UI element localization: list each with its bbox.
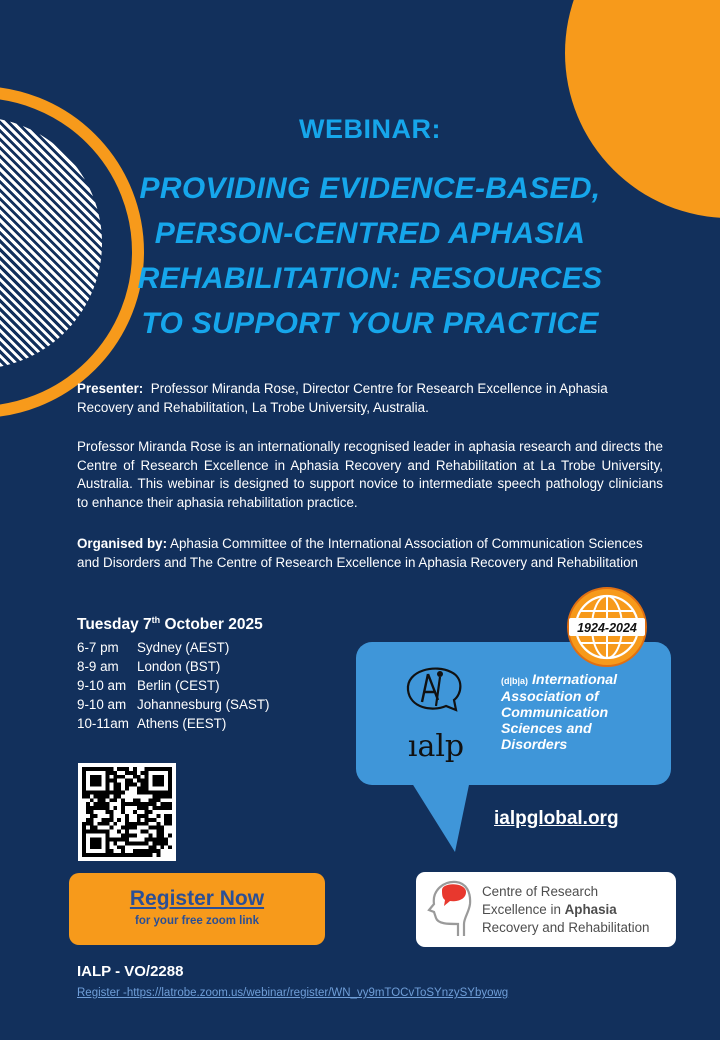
cre-line-3: Recovery and Rehabilitation	[482, 920, 650, 935]
time-location: Berlin (CEST)	[137, 678, 220, 694]
time-row	[77, 638, 337, 657]
presenter-info	[77, 380, 663, 417]
time-row	[77, 676, 337, 695]
register-url-link[interactable]: Register -https://latrobe.zoom.us/webinar/register/WN_vy9mTOCvToSYnzySYbyowg	[77, 987, 509, 999]
presenter-bio: Professor Miranda Rose is an internationally recognised leader in aphasia research and directs the Centre of Research Excellence in Aphasia Recovery and Rehabilitation at La Trobe University, Australia. This webinar is designed to support novice to intermediate speech pathology clinicians to enhance their aphasia rehabilitation practice.	[77, 439, 663, 510]
event-schedule	[77, 615, 337, 733]
event-date-day: Tuesday 7	[77, 616, 152, 634]
time-slot: 10-11am	[77, 716, 129, 732]
cre-name	[482, 883, 677, 937]
ialp-website-link[interactable]: ialpglobal.org	[494, 808, 619, 829]
webinar-title	[100, 166, 640, 346]
time-location: London (BST)	[137, 659, 221, 675]
event-date	[77, 615, 337, 634]
time-slot: 6-7 pm	[77, 640, 119, 656]
title-line: PROVIDING EVIDENCE-BASED,	[139, 172, 601, 205]
time-row	[77, 714, 337, 733]
ialp-wordmark: ıalp	[407, 729, 465, 764]
time-slot: 9-10 am	[77, 678, 127, 694]
organiser-info	[77, 535, 663, 572]
ialp-organisation-name	[501, 672, 661, 753]
register-button-subtitle: for your free zoom link	[135, 915, 259, 927]
event-date-rest: October 2025	[160, 616, 263, 634]
title-line: TO SUPPORT YOUR PRACTICE	[141, 307, 599, 340]
cre-line-2-strong: Aphasia	[564, 902, 617, 917]
webinar-label: WEBINAR:	[299, 114, 441, 144]
ialp-dba: (d|b|a)	[501, 676, 529, 686]
presenter-text: Professor Miranda Rose, Director Centre for Research Excellence in Aphasia Recovery and Rehabilitation, La Trobe University, Australia.	[77, 381, 608, 415]
anniversary-badge-text: 1924-2024	[577, 621, 637, 635]
event-date-suffix: th	[151, 615, 161, 625]
time-location: Sydney (AEST)	[137, 640, 230, 656]
time-row	[77, 695, 337, 714]
head-speech-icon	[424, 878, 472, 940]
cre-line-2-text: Excellence in	[482, 902, 565, 917]
qr-code-icon[interactable]	[78, 763, 176, 861]
time-location: Johannesburg (SAST)	[137, 697, 270, 713]
ialp-reference-code: IALP - VO/2288	[77, 963, 184, 980]
time-location: Athens (EEST)	[137, 716, 227, 732]
register-button-label[interactable]: Register Now	[129, 887, 265, 910]
title-line: PERSON-CENTRED APHASIA	[154, 217, 586, 250]
organiser-text: Aphasia Committee of the International Association of Communication Sciences and Disorders and The Centre of Research Excellence in Aphasia Recovery and Rehabilitation	[77, 536, 643, 570]
cre-line-2	[482, 901, 677, 919]
time-row	[77, 657, 337, 676]
ialp-logo-icon	[396, 660, 476, 772]
organiser-label: Organised by:	[77, 536, 168, 551]
presenter-label: Presenter:	[77, 381, 144, 396]
ialp-name-text: International Association of Communication Sciences and Disorders	[501, 672, 618, 753]
register-now-button[interactable]	[69, 873, 325, 945]
time-slot: 9-10 am	[77, 697, 127, 713]
anniversary-badge-icon	[566, 586, 648, 668]
cre-line-1: Centre of Research	[482, 884, 599, 899]
title-line: REHABILITATION: RESOURCES	[137, 262, 603, 295]
time-slot: 8-9 am	[77, 659, 119, 675]
cre-aphasia-logo	[416, 872, 676, 947]
